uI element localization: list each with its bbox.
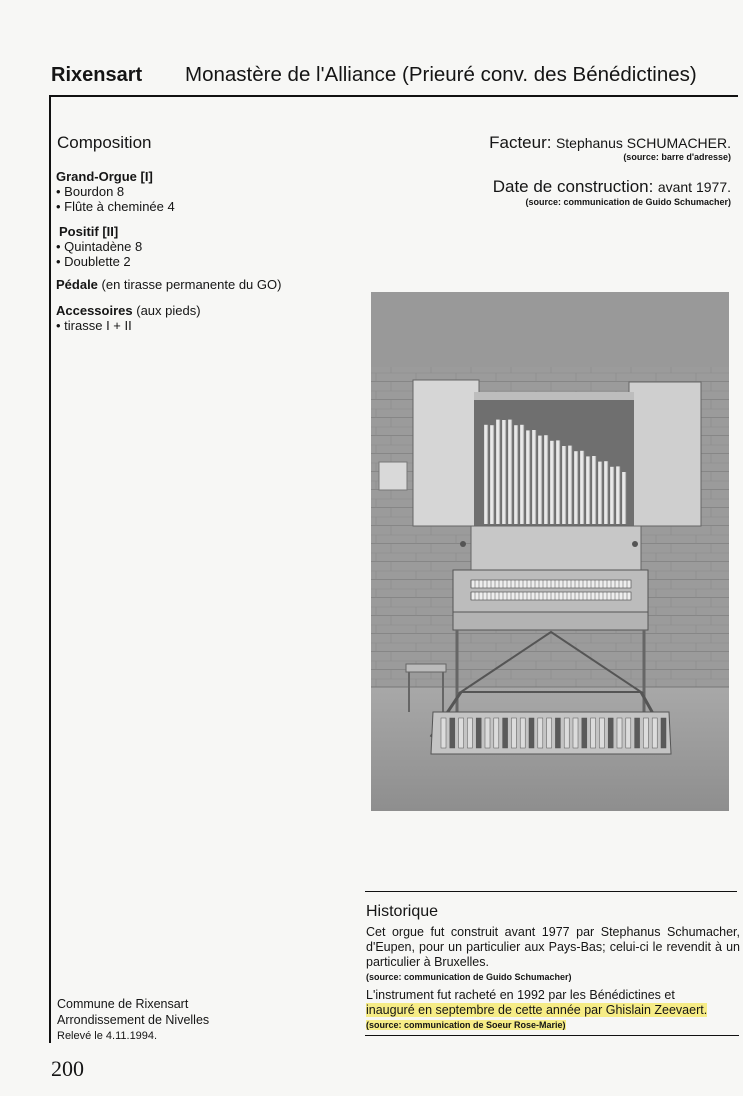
construction-line: [493, 177, 731, 197]
page-title: Monastère de l'Alliance (Prieuré conv. des Bénédictines): [185, 63, 697, 86]
top-rule: [49, 95, 738, 97]
historique-title: Historique: [366, 903, 439, 920]
construction-source: (source: communication de Guido Schumacher): [525, 197, 731, 207]
facteur-value: Stephanus SCHUMACHER.: [555, 135, 731, 151]
positif-heading: Positif [II]: [59, 224, 119, 239]
page-number: 200: [51, 1056, 84, 1081]
arrondissement-name: Arrondissement de Nivelles: [57, 1013, 210, 1027]
left-rule: [49, 95, 51, 1043]
facteur-line: [489, 133, 731, 153]
facteur-source: (source: barre d'adresse): [623, 152, 731, 162]
organ-photo: [371, 292, 729, 811]
stop-item: • Doublette 2: [56, 254, 131, 269]
historique-source-1: (source: communication de Guido Schumacher): [366, 972, 572, 982]
historique-source-2: (source: communication de Soeur Rose-Marie): [366, 1020, 566, 1030]
commune-block: [57, 996, 209, 1028]
historique-paragraph-2-line-1: L'instrument fut racheté en 1992 par les Bénédictines et: [366, 988, 675, 1002]
composition-title: Composition: [57, 133, 152, 152]
facteur-label: Facteur:: [489, 133, 552, 152]
place-name: Rixensart: [51, 64, 143, 86]
accessoires-note: (aux pieds): [132, 303, 201, 318]
stop-item: • Bourdon 8: [56, 184, 125, 199]
historique-bottom-rule: [365, 1035, 739, 1036]
stop-item: • Quintadène 8: [56, 239, 143, 254]
stop-item: • Flûte à cheminée 4: [56, 199, 175, 214]
pedale-heading: Pédale: [56, 277, 98, 292]
historique-paragraph-2: [366, 988, 740, 1018]
historique-rule: [365, 891, 737, 892]
construction-value: avant 1977.: [657, 179, 731, 195]
positif-group: [56, 224, 142, 269]
grand-orgue-heading: Grand-Orgue [I]: [56, 169, 153, 184]
accessory-item: • tirasse I + II: [56, 318, 132, 333]
accessoires-heading: Accessoires: [56, 303, 133, 318]
commune-name: Commune de Rixensart: [57, 997, 189, 1011]
historique-source-2-wrap: [366, 1020, 566, 1030]
construction-label: Date de construction:: [492, 177, 654, 196]
pedale-note: (en tirasse permanente du GO): [97, 277, 282, 292]
highlighted-text: inauguré en septembre de cette année par Ghislain Zeevaert.: [366, 1003, 708, 1017]
accessoires-group: [56, 303, 201, 333]
grand-orgue-group: [56, 169, 175, 214]
releve-date: Relevé le 4.11.1994.: [57, 1030, 158, 1042]
historique-paragraph-1: Cet orgue fut construit avant 1977 par Stephanus Schumacher, d'Eupen, pour un particulier aux Pays-Bas; celui-ci le revendit à un particulier à Bruxelles.: [366, 925, 740, 969]
pedale-group: [56, 277, 281, 292]
